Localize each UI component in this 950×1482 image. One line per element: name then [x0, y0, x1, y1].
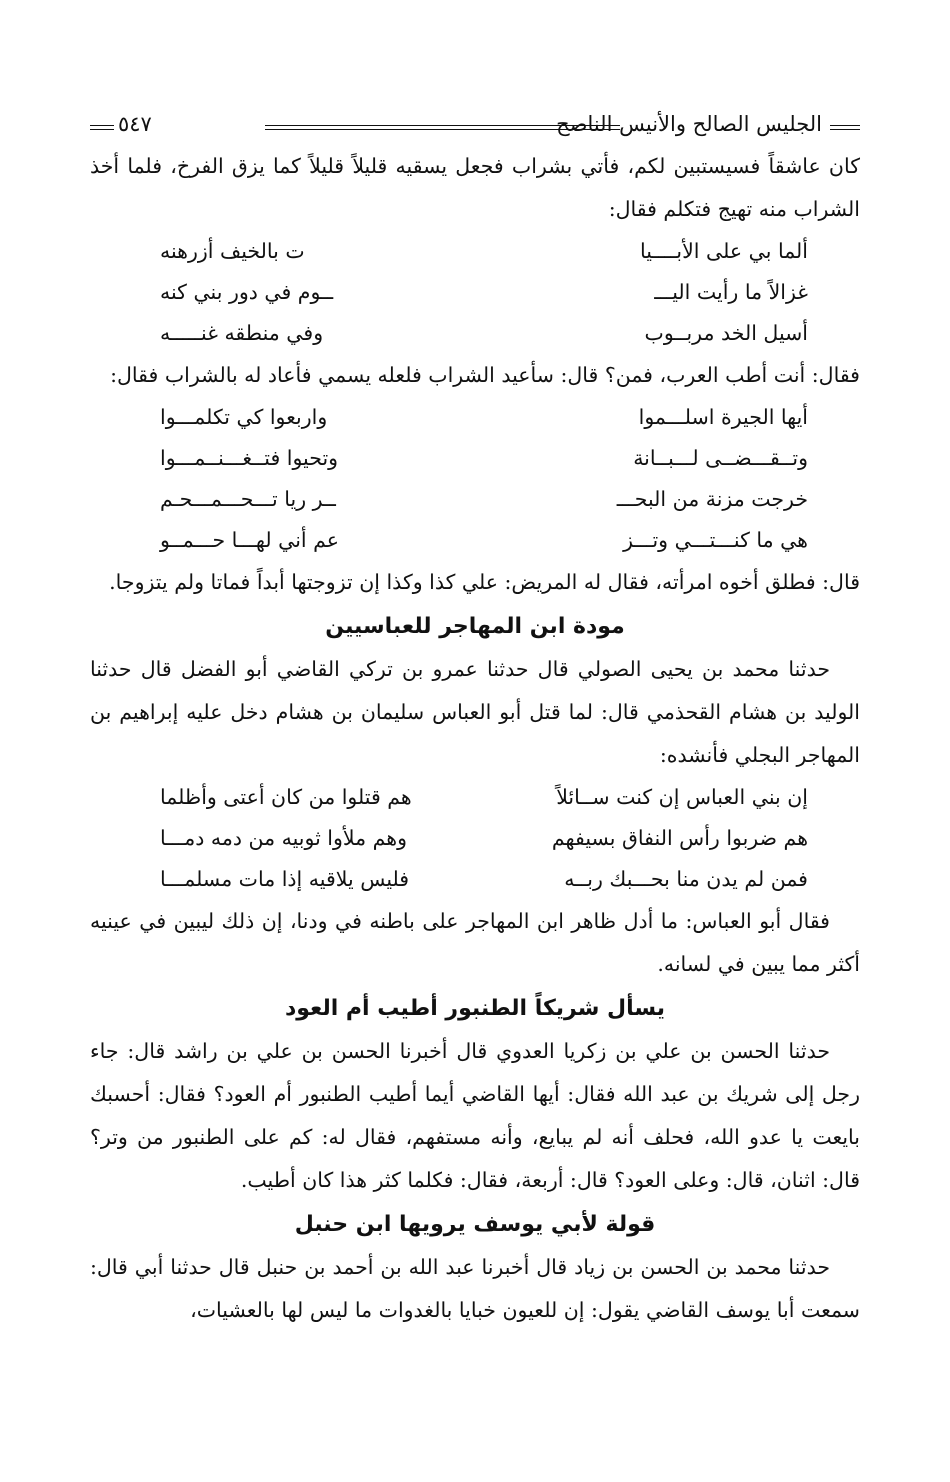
- verse-first-hemistich: ألما بي على الأبــــيا: [639, 239, 808, 263]
- poem-verse: [90, 859, 860, 900]
- verse-second-hemistich: ت بالخيف أزرهنه: [160, 239, 305, 263]
- verse-second-hemistich: ــوم في دور بني كنه: [160, 280, 334, 304]
- verse-second-hemistich: فليس يلاقيه إذا مات مسلمـــا: [160, 867, 410, 891]
- verse-second-hemistich: وفي منطقه غنـــــه: [160, 321, 324, 345]
- paragraph: حدثنا محمد بن يحيى الصولي قال حدثنا عمرو بن تركي القاضي أبو الفضل قال حدثنا الوليد بن هشام القحذمي قال: لما قتل أبو العباس سليمان بن هشام دخل عليه إبراهيم بن المهاجر البجلي فأنشده:: [90, 657, 860, 767]
- paragraph: حدثنا الحسن بن علي بن زكريا العدوي قال أخبرنا الحسن بن علي بن راشد قال: جاء رجل إلى شريك بن عبد الله فقال: أيها القاضي أيما أطيب الطنبور أم العود؟ فقال: أحسبك بايعت يا عدو الله، فحلف أنه لم يبايع، وأنه مستفهم، فقال له: كم على الطنبور من وتر؟ قال: اثنان، قال: وعلى العود؟ قال: أربعة، فقال: فكلما كثر هذا كان أطيب.: [90, 1039, 860, 1192]
- paragraph: كان عاشقاً فسيستبين لكم، فأتي بشراب فجعل يسقيه قليلاً قليلاً كما يزق الفرخ، فلما أخذ الشراب منه تهيج فتكلم فقال:: [90, 154, 860, 221]
- verse-first-hemistich: إن بني العباس إن كنت ســائلاً: [556, 785, 808, 809]
- verse-second-hemistich: هم قتلوا من كان أعتى وأظلما: [160, 785, 412, 809]
- poem-verse: [90, 479, 860, 520]
- running-header: [90, 112, 860, 142]
- page-number: ٥٤٧: [118, 112, 152, 136]
- verse-second-hemistich: عم أني لهـــا حـــمــو: [160, 528, 340, 552]
- poem-verse: [90, 777, 860, 818]
- verse-first-hemistich: خرجت مزنة من البحـــ: [616, 487, 808, 511]
- verse-first-hemistich: وتــقـــضــى لـــبــانة: [633, 446, 808, 470]
- poem-verse: [90, 272, 860, 313]
- header-rule-right: [830, 125, 860, 130]
- section-heading: مودة ابن المهاجر للعباسيين: [325, 614, 625, 639]
- header-rule-left: [90, 125, 114, 130]
- verse-first-hemistich: أيها الجيرة اسلـــموا: [638, 405, 808, 429]
- book-title: الجليس الصالح والأنيس الناصح: [556, 112, 822, 136]
- paragraph: فقال: أنت أطب العرب، فمن؟ قال: سأعيد الشراب فلعله يسمي فأعاد له بالشراب فقال:: [110, 363, 860, 387]
- poem-verse: [90, 438, 860, 479]
- poem-verse: [90, 313, 860, 354]
- verse-first-hemistich: أسيل الخد مربــوب: [644, 321, 808, 345]
- poem-verse: [90, 818, 860, 859]
- verse-second-hemistich: واربعوا كي تكلمـــوا: [160, 405, 328, 429]
- paragraph: قال: فطلق أخوه امرأته، فقال له المريض: علي كذا وكذا إن تزوجتها أبداً فماتا ولم يتزوجا.: [109, 570, 860, 594]
- section-heading: قولة لأبي يوسف يرويها ابن حنبل: [294, 1212, 656, 1237]
- verse-first-hemistich: هم ضربوا رأس النفاق بسيفهم: [551, 826, 808, 850]
- poem-verse: [90, 231, 860, 272]
- page-content: [90, 145, 860, 1332]
- verse-first-hemistich: فمن لم يدن منا بحـــبك ربــه: [564, 867, 808, 891]
- header-rule-middle: [265, 125, 620, 130]
- poem-verse: [90, 397, 860, 438]
- poem-verse: [90, 520, 860, 561]
- paragraph: حدثنا محمد بن الحسن بن زياد قال أخبرنا عبد الله بن أحمد بن حنبل قال حدثنا أبي قال: سمعت أبا يوسف القاضي يقول: إن للعيون خبايا بالغدوات ما ليس لها بالعشيات،: [90, 1255, 860, 1322]
- verse-second-hemistich: ــر ريا تـــحـــمـــحـم: [160, 487, 336, 511]
- verse-second-hemistich: وتحيوا فتــغـــنــمـــوا: [160, 446, 339, 470]
- verse-first-hemistich: غزالاً ما رأيت اليـــ: [654, 280, 808, 304]
- verse-first-hemistich: هي ما كنـــتـــي وتـــز: [623, 528, 808, 552]
- section-heading: يسأل شريكاً الطنبور أطيب أم العود: [284, 996, 666, 1021]
- paragraph: فقال أبو العباس: ما أدل ظاهر ابن المهاجر على باطنه في ودنا، إن ذلك ليبين في عينيه أكثر مما يبين في لسانه.: [90, 909, 860, 976]
- verse-second-hemistich: وهم ملأوا ثوبيه من دمه دمـــا: [160, 826, 407, 850]
